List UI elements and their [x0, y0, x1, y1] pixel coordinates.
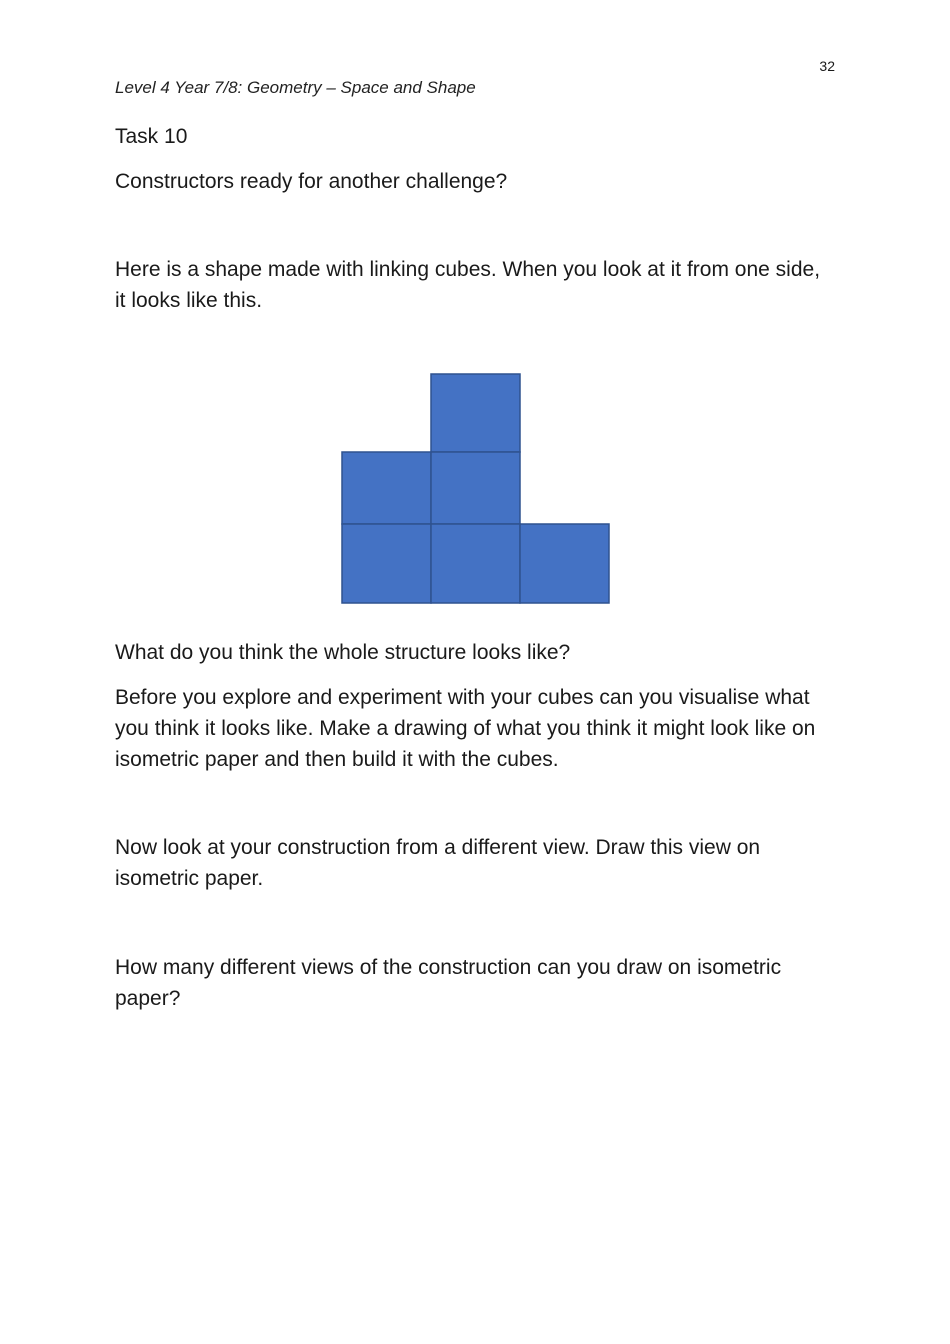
document-header: Level 4 Year 7/8: Geometry – Space and Shape: [115, 78, 476, 97]
cube-col1-row2: [342, 452, 431, 524]
different-view-instructions: Now look at your construction from a different view. Draw this view on isometric paper.: [115, 836, 761, 890]
shape-description: Here is a shape made with linking cubes. When you look at it from one side, it looks like this.: [115, 258, 821, 312]
views-count-question: How many different views of the construction can you draw on isometric paper?: [115, 956, 782, 1010]
cube-col2-row1: [431, 524, 520, 603]
visualise-instructions: Before you explore and experiment with your cubes can you visualise what you think it looks like. Make a drawing of what you think it might look like on isometric paper and then build it with the cubes.: [115, 686, 816, 771]
page-number: 32: [819, 58, 835, 74]
cube-col2-row2: [431, 452, 520, 524]
cube-col1-row1: [342, 524, 431, 603]
intro-text: Constructors ready for another challenge?: [115, 170, 508, 193]
cube-side-view-figure: [340, 372, 612, 606]
cube-col2-row3: [431, 374, 520, 452]
cube-col3-row1: [520, 524, 609, 603]
question-whole-structure: What do you think the whole structure looks like?: [115, 641, 571, 664]
task-title: Task 10: [115, 125, 188, 148]
